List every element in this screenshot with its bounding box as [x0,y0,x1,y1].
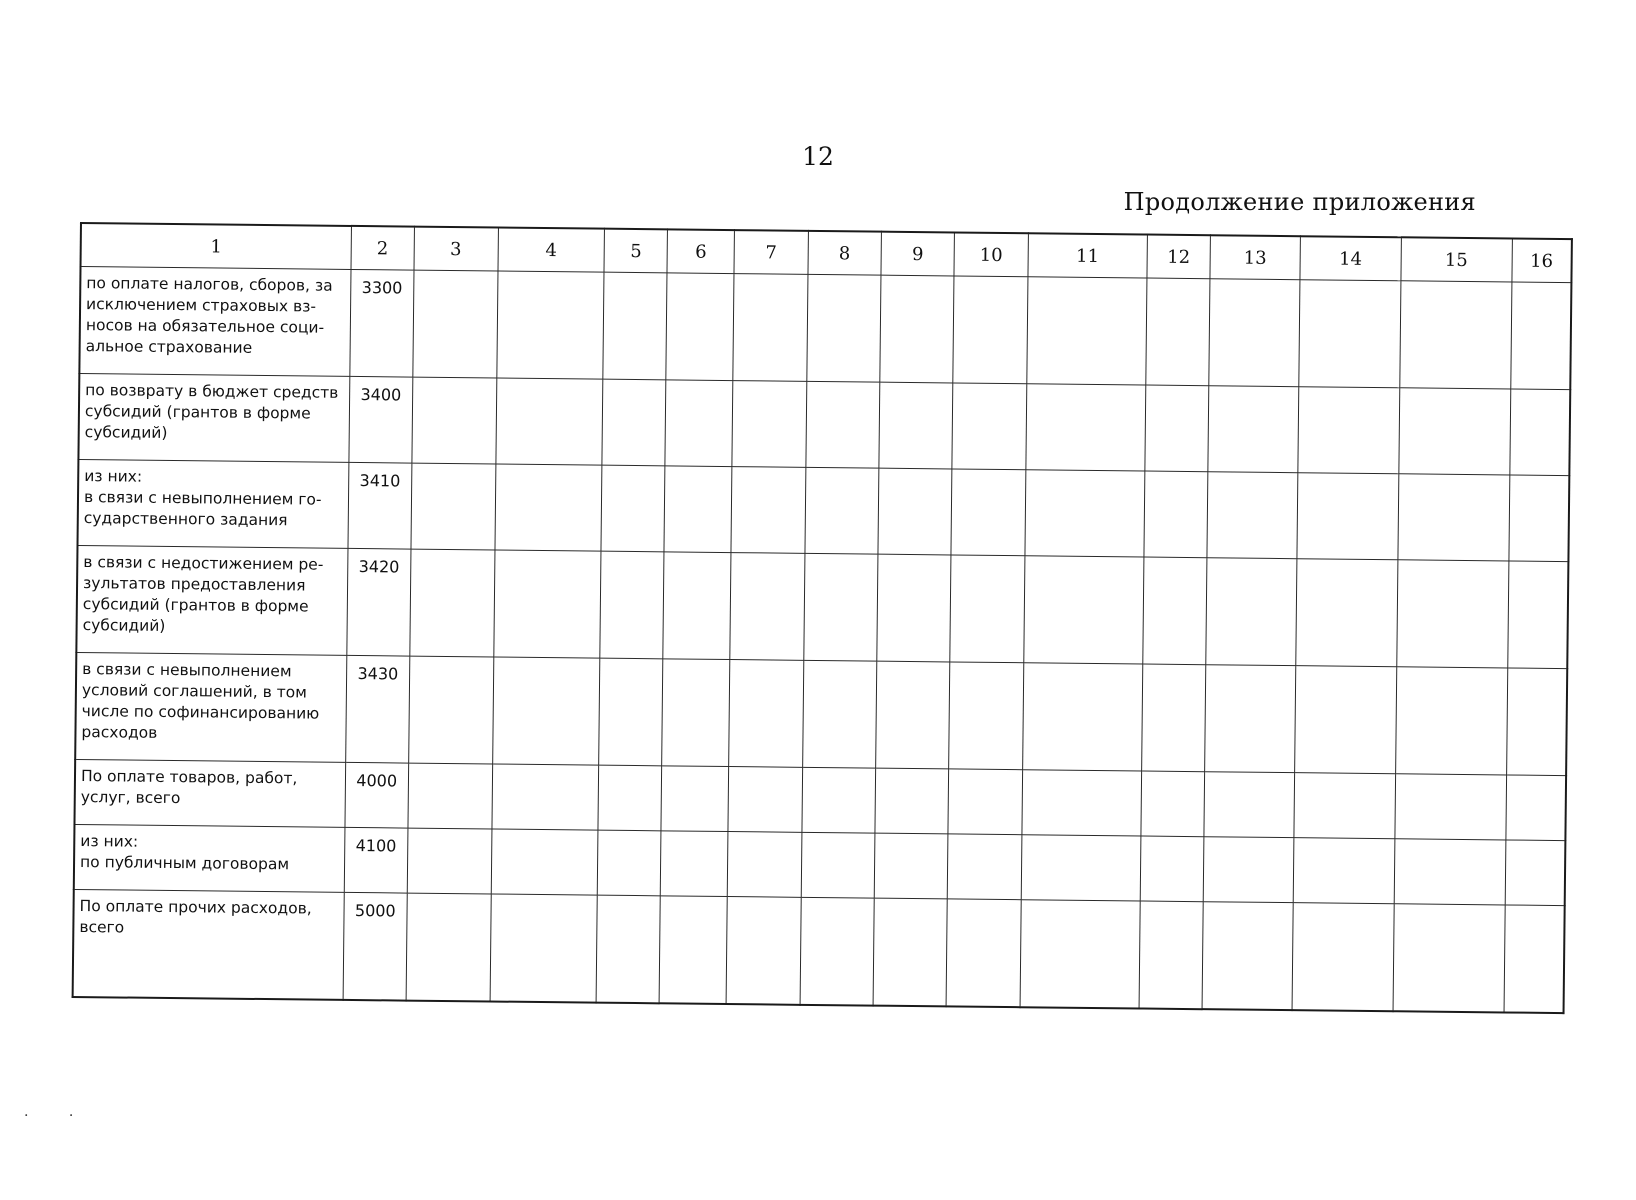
row-code: 3300 [350,269,414,377]
empty-cell [1026,277,1147,385]
empty-cell [1022,770,1142,836]
empty-cell [603,272,667,380]
empty-cell [1141,771,1205,837]
empty-cell [602,379,666,466]
empty-cell [662,659,730,767]
empty-cell [951,469,1025,556]
empty-cell [406,893,491,1001]
row-code: 3420 [347,548,411,656]
empty-cell [806,274,880,382]
column-header: 13 [1210,235,1301,279]
empty-cell [877,554,951,662]
report-table [72,222,1573,1014]
empty-cell [413,270,498,378]
empty-cell [408,763,493,829]
table-row [73,889,1565,1013]
empty-cell [411,463,496,550]
empty-cell [879,382,953,469]
row-code: 5000 [343,892,407,1000]
empty-cell [1396,560,1508,668]
column-header: 1 [81,223,352,269]
empty-cell [800,897,875,1005]
empty-cell [600,551,664,659]
empty-cell [493,550,601,658]
row-label: по возврату в бюджет средств субсидий (грантов в форме субсидий) [78,374,349,463]
report-table-wrapper [72,222,1573,1014]
row-label: По оплате товаров, работ, услуг, всего [74,759,345,827]
empty-cell [1395,774,1507,840]
empty-cell [874,833,948,899]
empty-cell [1504,905,1565,1013]
empty-cell [1298,387,1400,474]
empty-cell [1507,561,1568,669]
row-label: по оплате налогов, сборов, за исключением страховых вз- носов на обязательное соци- альное страхование [79,267,350,377]
empty-cell [492,657,600,765]
empty-cell [598,830,662,896]
empty-cell [1398,388,1510,475]
row-code: 3410 [348,462,412,549]
empty-cell [1398,474,1510,561]
empty-cell [803,553,877,661]
column-header: 9 [881,232,955,276]
empty-cell [1394,839,1506,905]
empty-cell [1145,385,1209,472]
column-header: 5 [604,229,667,273]
empty-cell [601,465,665,552]
empty-cell [1293,838,1394,904]
empty-cell [1393,904,1505,1013]
empty-cell [1022,663,1143,771]
empty-cell [805,381,879,468]
empty-cell [880,275,954,383]
empty-cell [412,377,497,464]
empty-cell [876,661,950,769]
empty-cell [1142,664,1206,772]
empty-cell [1395,667,1507,775]
row-code: 4100 [344,827,408,893]
empty-cell [665,380,733,467]
empty-cell [1026,384,1146,471]
column-header: 11 [1028,233,1148,278]
column-header: 3 [414,227,498,271]
empty-cell [801,832,875,898]
empty-cell [729,660,803,768]
empty-cell [598,765,662,831]
empty-cell [491,764,599,830]
column-header: 4 [497,228,604,273]
scan-marks: . . [24,1104,92,1120]
empty-cell [873,898,948,1006]
empty-cell [728,832,802,898]
empty-cell [495,378,603,465]
empty-cell [1208,386,1299,473]
empty-cell [1025,470,1145,557]
empty-cell [1506,668,1567,776]
table-row [76,545,1568,668]
empty-cell [950,555,1024,663]
empty-cell [661,766,729,832]
empty-cell [1139,901,1203,1009]
empty-cell [496,271,604,379]
empty-cell [878,468,952,555]
empty-cell [1143,557,1207,665]
table-row [78,374,1570,476]
row-label: По оплате прочих расходов, всего [73,889,344,999]
empty-cell [731,467,805,554]
empty-cell [1023,556,1144,664]
empty-cell [948,834,1022,900]
column-header: 6 [667,229,735,273]
empty-cell [1399,281,1511,389]
empty-cell [952,383,1026,470]
empty-cell [1204,772,1295,838]
empty-cell [1202,902,1293,1010]
empty-cell [732,381,806,468]
empty-cell [491,829,599,895]
empty-cell [1146,278,1210,386]
table-row [79,267,1571,390]
empty-cell [1294,773,1395,839]
empty-cell [1140,836,1204,902]
empty-cell [1206,558,1297,666]
empty-cell [949,662,1023,770]
empty-cell [1203,837,1294,903]
empty-cell [802,767,876,833]
empty-cell [1510,282,1571,390]
empty-cell [596,895,660,1003]
row-label: из них: в связи с невыполнением го- сударственного задания [77,459,348,548]
column-header: 15 [1401,237,1513,282]
empty-cell [1510,389,1571,476]
empty-cell [948,769,1022,835]
table-row [77,459,1569,561]
empty-cell [410,549,495,657]
empty-cell [1144,471,1208,558]
empty-cell [875,768,949,834]
empty-cell [494,464,602,551]
empty-cell [1296,559,1398,667]
empty-cell [1297,473,1399,560]
empty-cell [1020,900,1141,1009]
column-header: 10 [954,232,1028,276]
empty-cell [664,466,732,553]
row-label: из них: по публичным договорам [74,824,345,892]
row-code: 4000 [345,762,409,828]
empty-cell [1021,835,1141,901]
empty-cell [802,660,876,768]
row-label: в связи с невыполнением условий соглашений, в том числе по софинансированию расходов [75,652,346,762]
empty-cell [730,553,804,661]
row-label: в связи с недостижением ре- зультатов предоставления субсидий (грантов в форме субсидий) [76,545,347,655]
empty-cell [1299,280,1401,388]
empty-cell [1295,666,1397,774]
continuation-title: Продолжение приложения [1123,188,1476,216]
empty-cell [953,276,1027,384]
empty-cell [659,896,727,1004]
column-header: 8 [808,231,882,275]
empty-cell [1209,279,1300,387]
empty-cell [408,656,493,764]
empty-cell [1205,665,1296,773]
empty-cell [490,894,598,1003]
empty-cell [726,897,801,1005]
column-header: 14 [1300,236,1401,281]
column-header: 16 [1512,238,1572,282]
empty-cell [1506,775,1567,841]
empty-cell [1207,472,1298,559]
column-header: 12 [1147,235,1210,279]
table-row [75,652,1567,775]
empty-cell [1509,475,1570,562]
row-code: 3430 [345,655,409,763]
empty-cell [805,467,879,554]
column-header: 2 [351,226,414,270]
empty-cell [728,767,802,833]
empty-cell [733,274,807,382]
empty-cell [599,658,663,766]
empty-cell [666,273,734,381]
empty-cell [407,828,492,894]
column-header: 7 [734,230,808,274]
empty-cell [1505,840,1566,906]
empty-cell [946,899,1021,1007]
empty-cell [660,831,728,897]
row-code: 3400 [349,376,413,463]
page-number: 12 [802,142,834,171]
empty-cell [663,552,731,660]
empty-cell [1292,903,1394,1012]
